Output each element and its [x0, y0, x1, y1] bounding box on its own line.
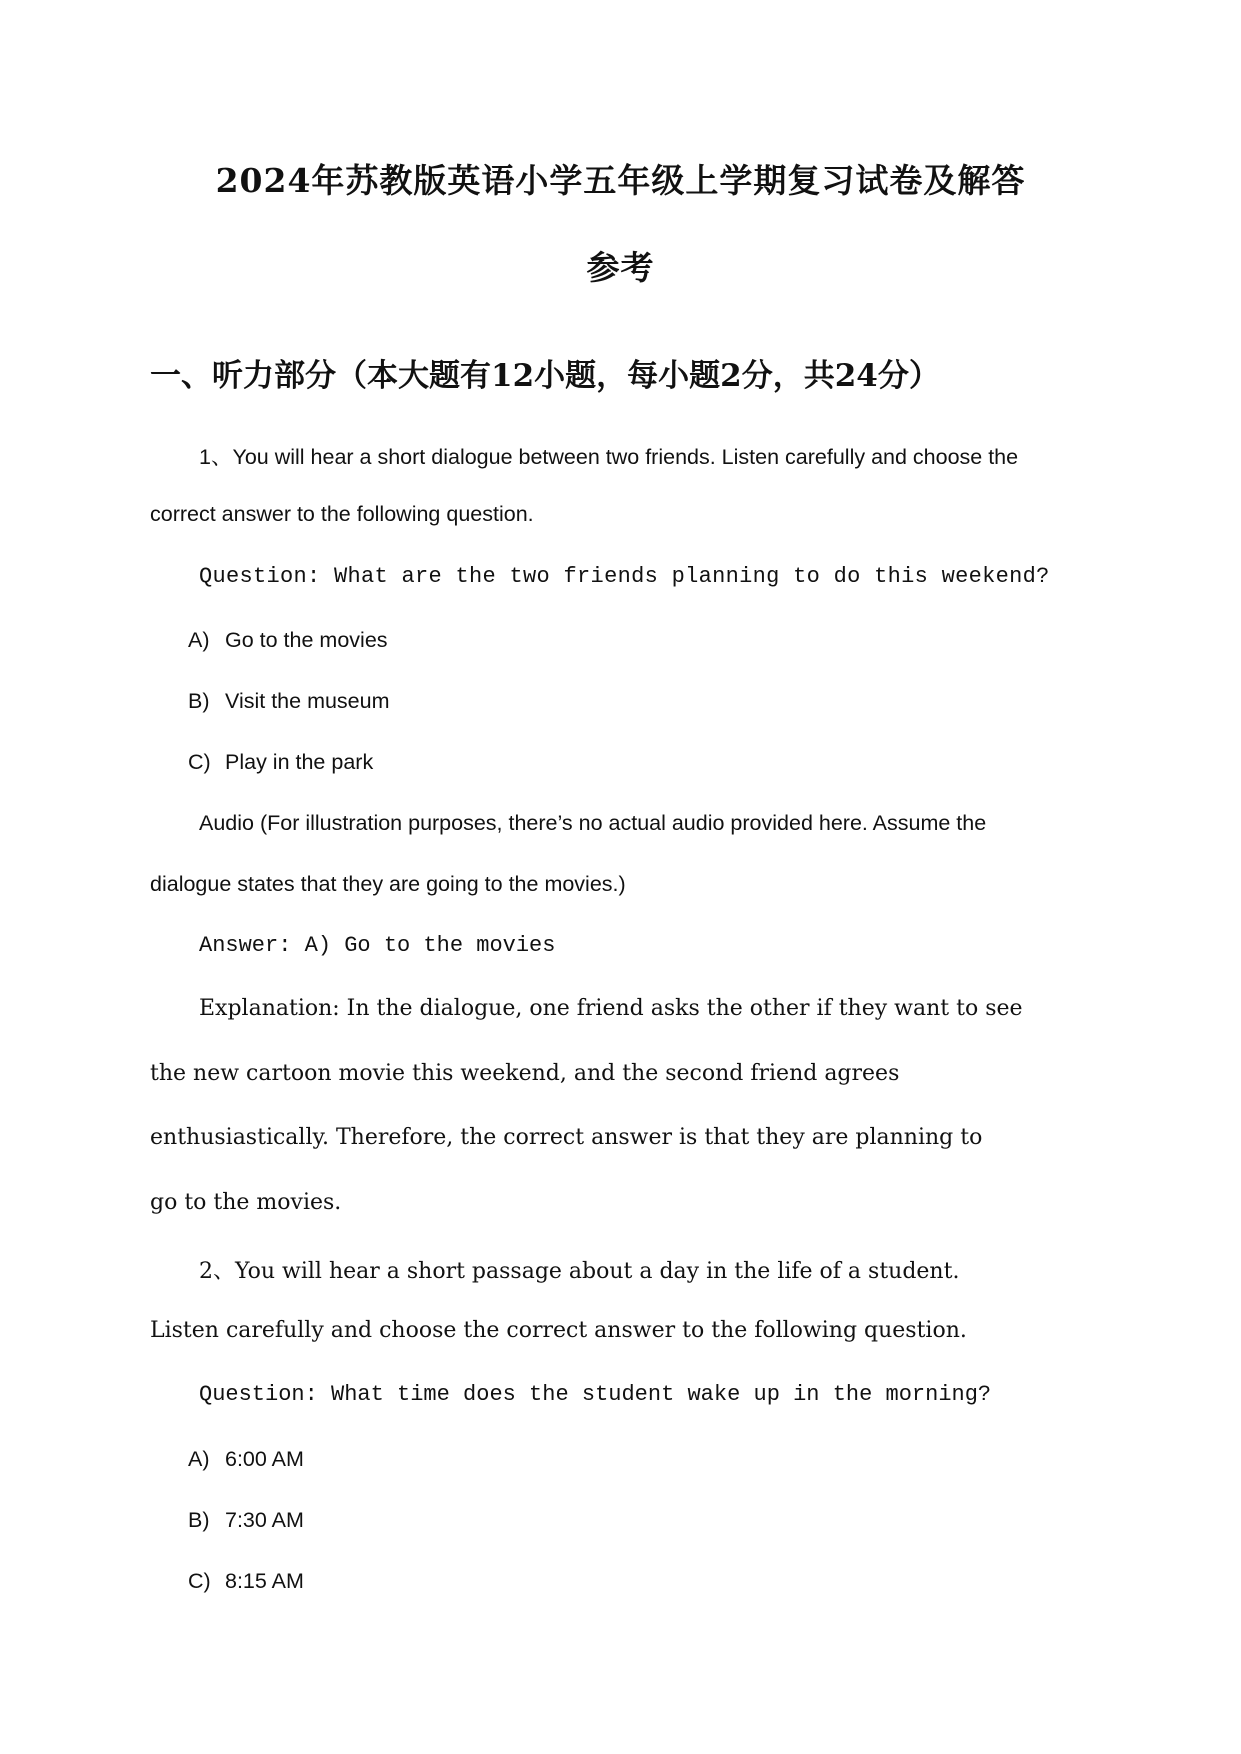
- q1-explanation-line-2: the new cartoon movie this weekend, and the second friend agrees: [150, 1061, 900, 1086]
- q1-option-b: [188, 689, 390, 714]
- q1-option-c-letter: C): [188, 750, 211, 774]
- section-heading: 一、听力部分（本大题有12小题，每小题2分，共24分）: [150, 358, 940, 394]
- q1-option-c-text: Play in the park: [225, 750, 374, 774]
- q1-answer: Answer: A) Go to the movies: [199, 933, 556, 958]
- q2-option-b: [188, 1508, 304, 1533]
- q2-option-b-letter: B): [188, 1508, 210, 1532]
- q1-option-a-letter: A): [188, 628, 210, 652]
- q2-option-a: [188, 1447, 304, 1472]
- document-title-line-1: 2024年苏教版英语小学五年级上学期复习试卷及解答: [215, 161, 1026, 200]
- q1-explanation-line-3: enthusiastically. Therefore, the correct answer is that they are planning to: [150, 1125, 983, 1150]
- q1-option-c: [188, 750, 373, 775]
- q2-intro-line-2: Listen carefully and choose the correct answer to the following question.: [150, 1318, 967, 1343]
- q2-option-c: [188, 1569, 304, 1594]
- q1-option-b-text: Visit the museum: [225, 689, 390, 713]
- q2-option-b-text: 7:30 AM: [225, 1508, 304, 1532]
- q1-intro-line-1: 1、You will hear a short dialogue between two friends. Listen carefully and choose the: [199, 445, 1019, 469]
- q1-question: Question: What are the two friends planning to do this weekend?: [199, 564, 1050, 589]
- q1-option-b-letter: B): [188, 689, 210, 713]
- q2-intro-line-1: 2、You will hear a short passage about a day in the life of a student.: [199, 1259, 960, 1284]
- q1-option-a-text: Go to the movies: [225, 628, 388, 652]
- q1-audio-line-1: Audio (For illustration purposes, there’s no actual audio provided here. Assume the: [199, 811, 987, 835]
- q1-intro-line-2: correct answer to the following question.: [150, 502, 534, 526]
- q1-audio-line-2: dialogue states that they are going to the movies.): [150, 872, 626, 896]
- q2-question: Question: What time does the student wake up in the morning?: [199, 1382, 992, 1407]
- q2-option-a-letter: A): [188, 1447, 210, 1471]
- q1-explanation-line-4: go to the movies.: [150, 1190, 342, 1215]
- q1-explanation-line-1: Explanation: In the dialogue, one friend asks the other if they want to see: [199, 996, 1023, 1021]
- q2-option-a-text: 6:00 AM: [225, 1447, 304, 1471]
- q2-option-c-text: 8:15 AM: [225, 1569, 304, 1593]
- q1-option-a: [188, 628, 388, 653]
- q2-option-c-letter: C): [188, 1569, 211, 1593]
- document-title-line-2: 参考: [586, 248, 655, 287]
